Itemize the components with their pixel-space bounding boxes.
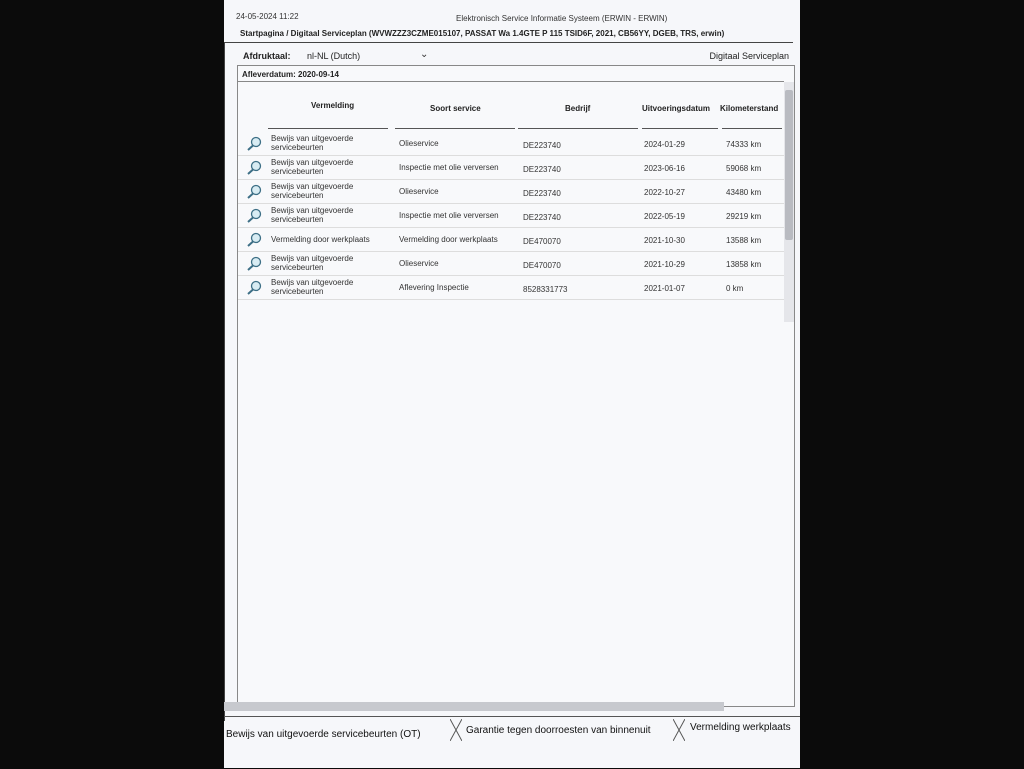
row-company: DE470070: [523, 261, 561, 270]
row-description: Vermelding door werkplaats: [271, 235, 370, 244]
magnifier-icon[interactable]: [246, 160, 264, 176]
service-rows: [238, 132, 784, 300]
chevron-down-icon[interactable]: ⌄: [420, 49, 429, 60]
horizontal-scrollbar[interactable]: [224, 702, 724, 711]
header-underline: [518, 128, 638, 129]
magnifier-icon[interactable]: [246, 136, 264, 152]
divider: [238, 81, 784, 82]
row-description: Bewijs van uitgevoerde servicebeurten: [271, 158, 354, 176]
row-mileage: 29219 km: [726, 212, 762, 221]
row-date: 2023-06-16: [644, 164, 685, 173]
table-row[interactable]: [238, 156, 784, 180]
row-service-type: Aflevering Inspectie: [399, 283, 469, 292]
table-row[interactable]: [238, 132, 784, 156]
language-label: Afdruktaal:: [243, 51, 291, 61]
tab-servicebeurten[interactable]: Bewijs van uitgevoerde servicebeurten (OT): [226, 729, 421, 740]
language-bar: [227, 45, 795, 65]
row-mileage: 43480 km: [726, 188, 762, 197]
magnifier-icon[interactable]: [246, 232, 264, 248]
row-service-type: Olieservice: [399, 187, 439, 196]
table-header: [238, 96, 784, 132]
row-service-type: Olieservice: [399, 139, 439, 148]
header-underline: [722, 128, 782, 129]
printed-page: [224, 0, 800, 768]
row-date: 2021-10-30: [644, 236, 685, 245]
vertical-scrollbar[interactable]: [784, 82, 794, 322]
section-title: Digitaal Serviceplan: [709, 51, 789, 61]
row-description: Bewijs van uitgevoerde servicebeurten: [271, 278, 354, 296]
row-description: Bewijs van uitgevoerde servicebeurten: [271, 254, 354, 272]
column-header-uitvoeringsdatum[interactable]: Uitvoeringsdatum: [642, 104, 711, 113]
column-header-vermelding[interactable]: Vermelding: [311, 101, 355, 110]
header-underline: [395, 128, 515, 129]
row-company: 8528331773: [523, 285, 568, 294]
row-mileage: 59068 km: [726, 164, 762, 173]
row-service-type: Olieservice: [399, 259, 439, 268]
main-frame: [224, 42, 793, 721]
row-date: 2024-01-29: [644, 140, 685, 149]
print-datetime: 24-05-2024 11:22: [236, 12, 299, 21]
row-service-type: Inspectie met olie verversen: [399, 211, 499, 220]
tab-separator-icon: [673, 719, 685, 741]
magnifier-icon[interactable]: [246, 208, 264, 224]
tab-garantie-doorroesten[interactable]: Garantie tegen doorroesten van binnenuit: [466, 725, 651, 736]
tab-vermelding-werkplaats[interactable]: Vermelding werkplaats: [690, 722, 791, 733]
magnifier-icon[interactable]: [246, 256, 264, 272]
magnifier-icon[interactable]: [246, 184, 264, 200]
delivery-date: Afleverdatum: 2020-09-14: [242, 70, 339, 79]
header-underline: [268, 128, 388, 129]
row-description: Bewijs van uitgevoerde servicebeurten: [271, 134, 354, 152]
row-description: Bewijs van uitgevoerde servicebeurten: [271, 182, 354, 200]
row-mileage: 74333 km: [726, 140, 762, 149]
table-row[interactable]: [238, 180, 784, 204]
row-description: Bewijs van uitgevoerde servicebeurten: [271, 206, 354, 224]
table-row[interactable]: [238, 252, 784, 276]
tab-bar: [224, 716, 800, 769]
service-list-panel: [237, 65, 795, 707]
table-row[interactable]: [238, 228, 784, 252]
row-date: 2021-01-07: [644, 284, 685, 293]
row-company: DE223740: [523, 141, 561, 150]
row-mileage: 0 km: [726, 284, 744, 293]
row-date: 2021-10-29: [644, 260, 685, 269]
scrollbar-thumb[interactable]: [785, 90, 793, 240]
row-company: DE223740: [523, 165, 561, 174]
system-title: Elektronisch Service Informatie Systeem (ERWIN - ERWIN): [456, 14, 668, 23]
magnifier-icon[interactable]: [246, 280, 264, 296]
language-select[interactable]: nl-NL (Dutch): [307, 51, 361, 61]
column-header-soort-service[interactable]: Soort service: [430, 104, 481, 113]
row-company: DE470070: [523, 237, 561, 246]
table-row[interactable]: [238, 204, 784, 228]
row-mileage: 13858 km: [726, 260, 762, 269]
row-mileage: 13588 km: [726, 236, 762, 245]
row-company: DE223740: [523, 213, 561, 222]
column-header-bedrijf[interactable]: Bedrijf: [565, 104, 591, 113]
header-underline: [642, 128, 718, 129]
breadcrumb[interactable]: Startpagina / Digitaal Serviceplan (WVWZZZ3CZME015107, PASSAT Wa 1.4GTE P 115 TSID6F, 2021, CB56YY, DGEB, TRS, erwin): [240, 29, 725, 38]
column-header-kilometerstand[interactable]: Kilometerstand: [720, 104, 779, 113]
row-date: 2022-10-27: [644, 188, 685, 197]
row-company: DE223740: [523, 189, 561, 198]
row-service-type: Vermelding door werkplaats: [399, 235, 498, 244]
table-row[interactable]: [238, 276, 784, 300]
tab-separator-icon: [450, 719, 462, 741]
row-service-type: Inspectie met olie verversen: [399, 163, 499, 172]
row-date: 2022-05-19: [644, 212, 685, 221]
